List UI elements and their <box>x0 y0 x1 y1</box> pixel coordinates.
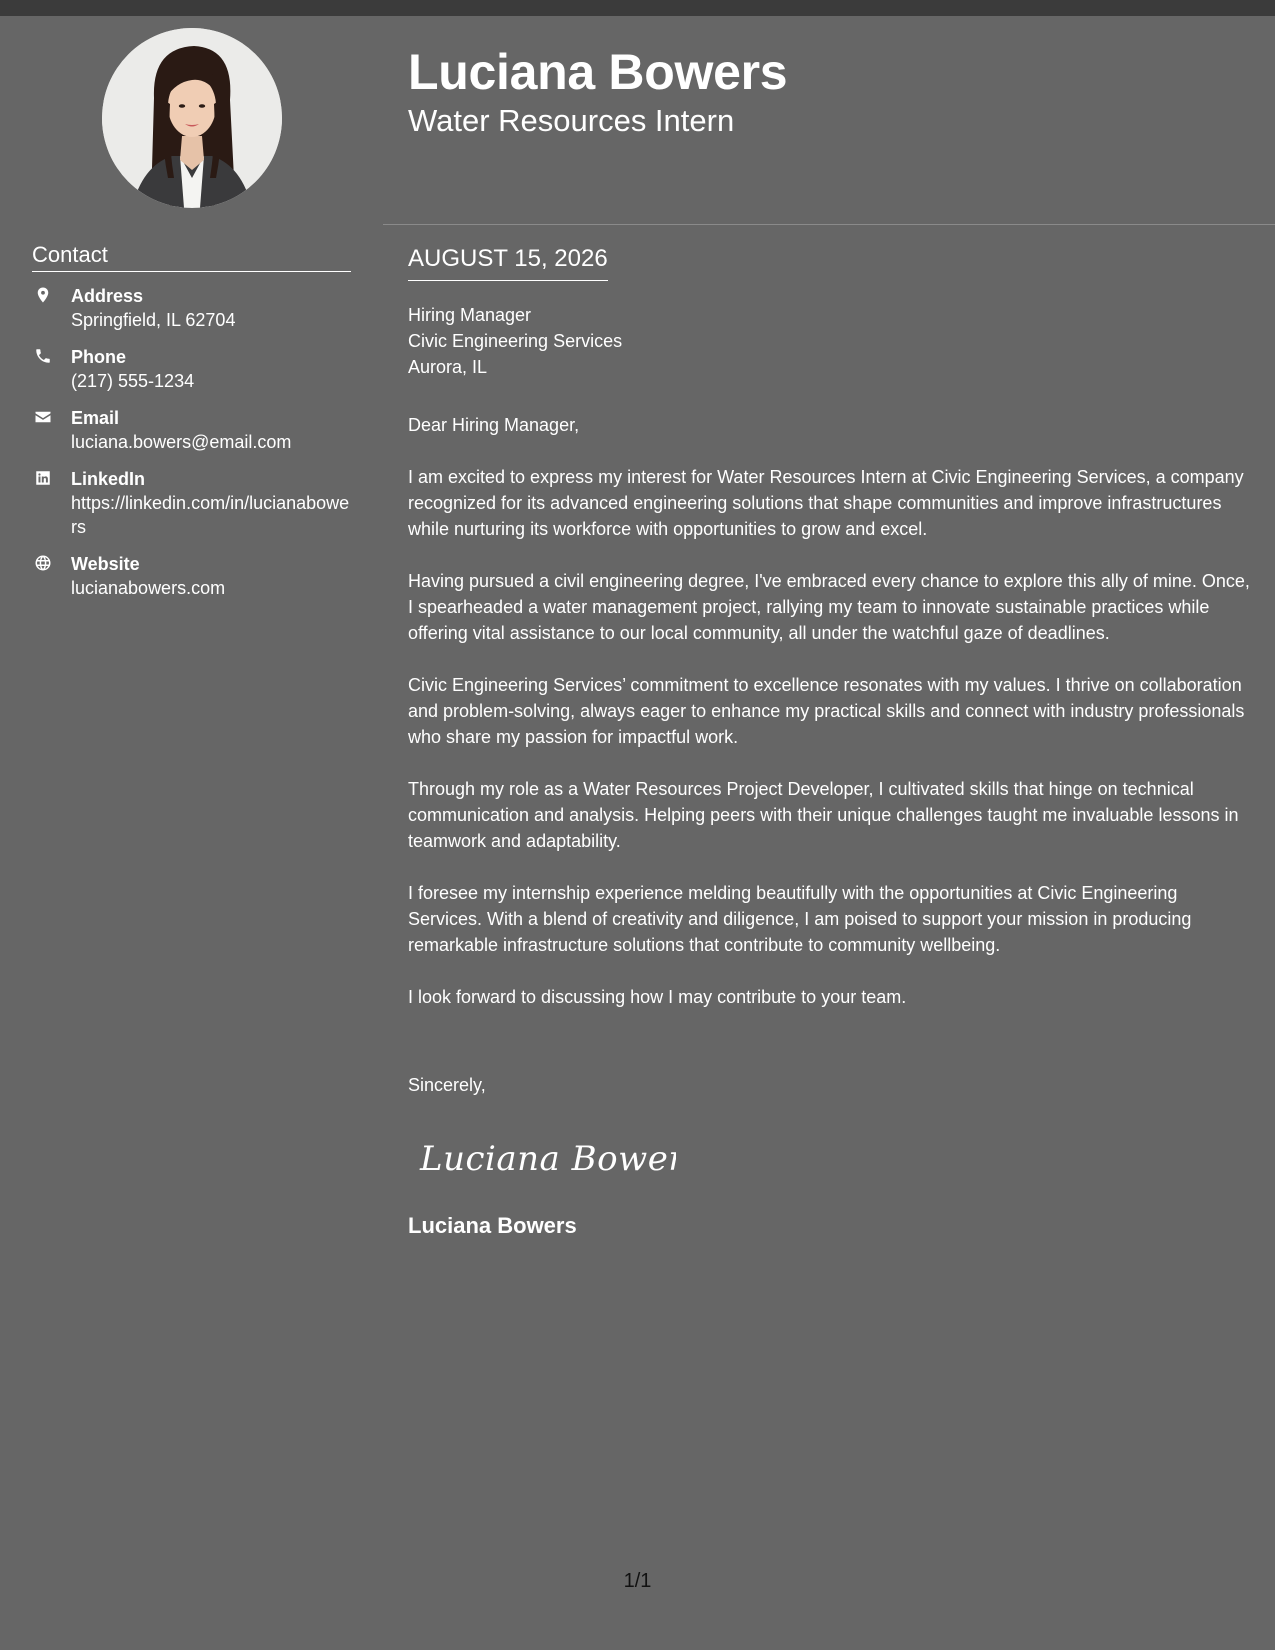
contact-item-website <box>32 552 352 600</box>
header-divider <box>383 224 1275 225</box>
signature-graphic <box>416 1126 676 1186</box>
salutation: Dear Hiring Manager, <box>408 415 580 435</box>
contact-value-address: Springfield, IL 62704 <box>71 310 236 330</box>
contact-item-linkedin <box>32 467 352 539</box>
letter-date: AUGUST 15, 2026 <box>408 244 608 281</box>
recipient-name: Hiring Manager <box>408 305 532 325</box>
contact-item-address <box>32 284 352 332</box>
map-pin-icon <box>34 286 52 304</box>
envelope-icon <box>34 408 52 426</box>
page-number: 1/1 <box>623 1570 652 1592</box>
contact-label-linkedin: LinkedIn <box>71 469 146 489</box>
linkedin-icon <box>34 469 52 487</box>
contact-value-email[interactable]: luciana.bowers@email.com <box>71 432 292 452</box>
letter-paragraph: I foresee my internship experience melding beautifully with the opportunities at Civic Engineering Services. With a blend of creativity and diligence, I am poised to support your mission in producing remarkable infrastructure solutions that contribute to community wellbeing. <box>408 883 1192 955</box>
contact-value-linkedin[interactable]: https://linkedin.com/in/lucianabowers <box>71 493 350 537</box>
sidebar <box>0 16 383 1650</box>
closing: Sincerely, <box>408 1075 486 1095</box>
cover-letter-page <box>0 16 1275 1650</box>
contact-value-website[interactable]: lucianabowers.com <box>71 578 226 598</box>
profile-photo <box>102 28 282 208</box>
letter-paragraph: Civic Engineering Services’ commitment to excellence resonates with my values. I thrive on collaboration and problem-solving, always eager to enhance my practical skills and connect with industry professionals who share my passion for impactful work. <box>408 675 1245 747</box>
contact-list <box>32 284 352 613</box>
recipient-company: Civic Engineering Services <box>408 331 623 351</box>
contact-item-phone <box>32 345 352 393</box>
contact-label-phone: Phone <box>71 347 127 367</box>
phone-icon <box>34 347 52 365</box>
handwritten-signature <box>416 1126 676 1186</box>
signature-text: Luciana Bowers <box>420 1139 676 1179</box>
contact-value-phone: (217) 555-1234 <box>71 371 195 391</box>
recipient-block <box>408 302 622 380</box>
contact-label-email: Email <box>71 408 120 428</box>
profile-photo-illustration <box>102 28 282 208</box>
signed-name: Luciana Bowers <box>408 1213 577 1238</box>
contact-item-email <box>32 406 352 454</box>
top-bar <box>0 0 1275 16</box>
letter-paragraph: Through my role as a Water Resources Project Developer, I cultivated skills that hinge on technical communication and analysis. Helping peers with their unique challenges taught me invaluable lessons in teamwork and adaptability. <box>408 779 1239 851</box>
letter-paragraph: I look forward to discussing how I may contribute to your team. <box>408 987 907 1007</box>
applicant-name: Luciana Bowers <box>408 44 788 100</box>
globe-icon <box>34 554 52 572</box>
letter-body <box>408 412 1253 1036</box>
contact-heading: Contact <box>32 242 351 272</box>
job-title: Water Resources Intern <box>408 103 735 138</box>
contact-label-address: Address <box>71 286 144 306</box>
letter-paragraph: Having pursued a civil engineering degree, I've embraced every chance to explore this ally of mine. Once, I spearheaded a water management project, rallying my team to innovate sustainable practices while offering vital assistance to our local community, all under the watchful gaze of deadlines. <box>408 571 1250 643</box>
contact-label-website: Website <box>71 554 140 574</box>
recipient-location: Aurora, IL <box>408 357 488 377</box>
letter-paragraph: I am excited to express my interest for Water Resources Intern at Civic Engineering Services, a company recognized for its advanced engineering solutions that shape communities and improve infrastructures while nurturing its workforce with opportunities to grow and excel. <box>408 467 1244 539</box>
